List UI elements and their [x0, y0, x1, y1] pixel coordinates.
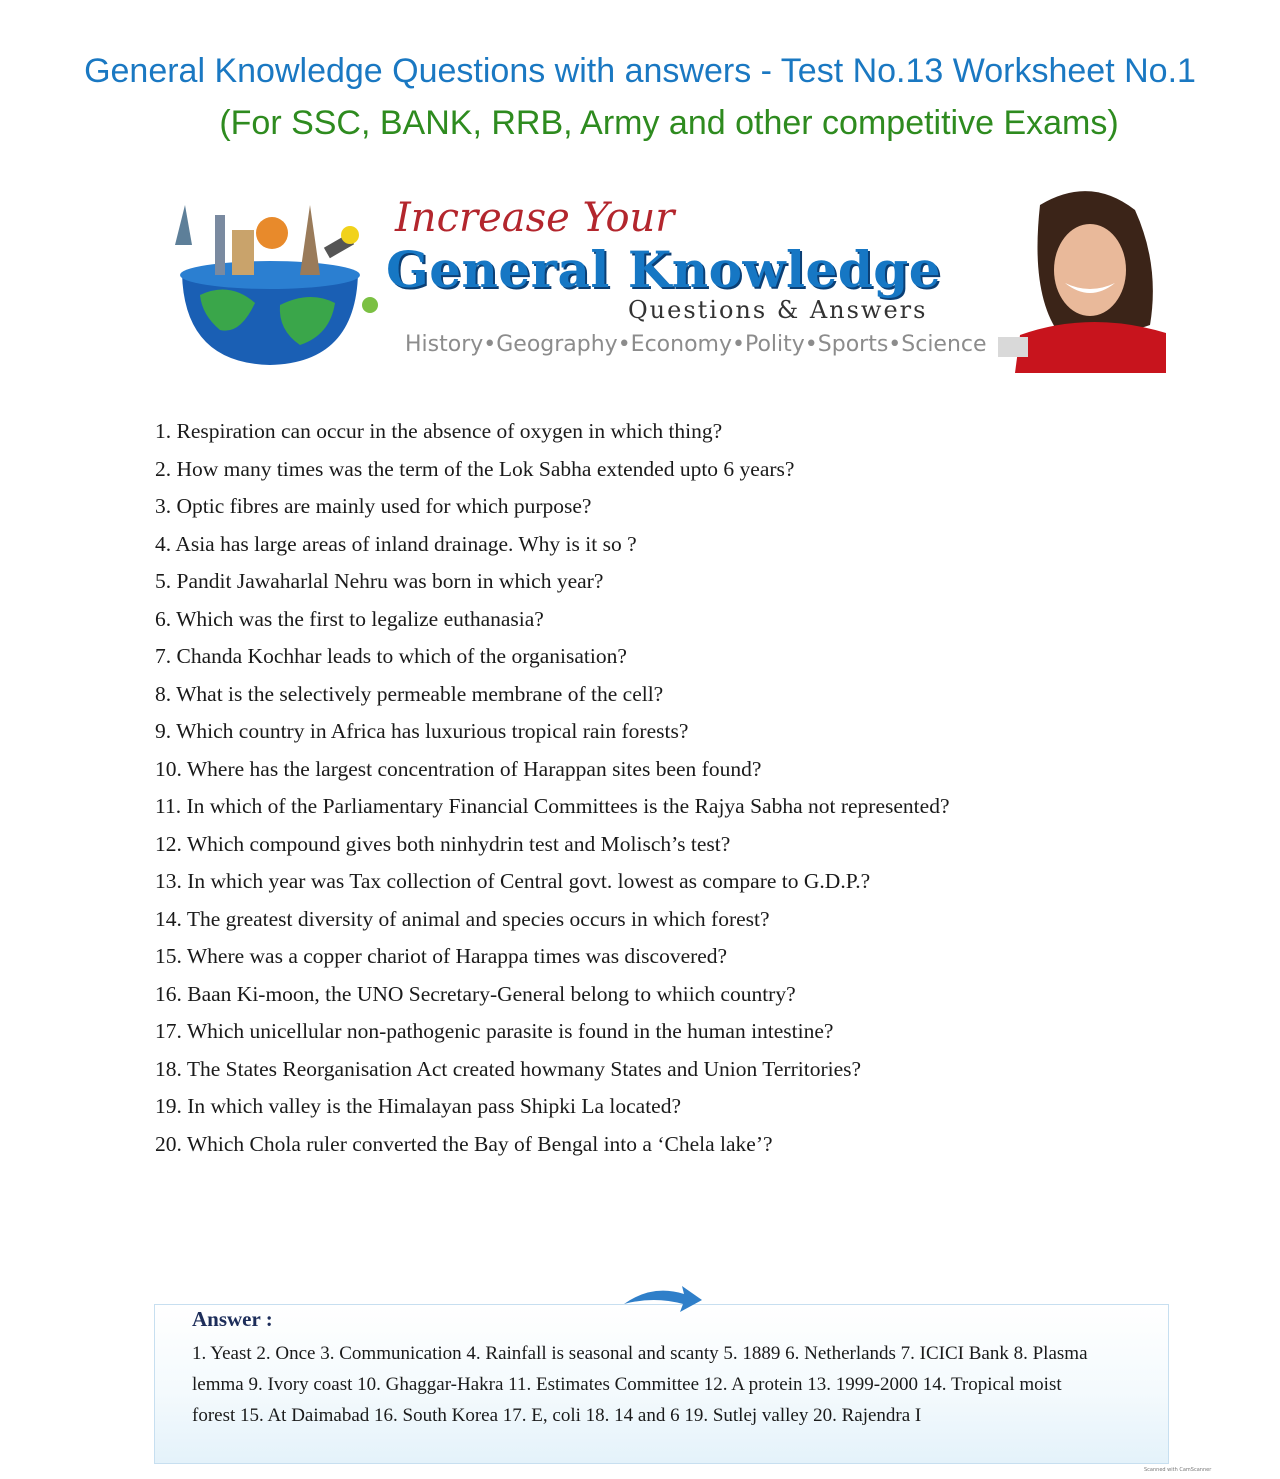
woman-portrait-icon: [998, 185, 1168, 373]
answer-line: forest 15. At Daimabad 16. South Korea 17. E, coli 18. 14 and 6 19. Sutlej valley 20. Rajendra I: [192, 1405, 922, 1426]
scanner-watermark: Scanned with CamScanner: [1144, 1467, 1212, 1473]
answer-line: 1. Yeast 2. Once 3. Communication 4. Rainfall is seasonal and scanty 5. 1889 6. Netherlands 7. ICICI Bank 8. Plasma: [192, 1343, 1088, 1364]
question-item: 19. In which valley is the Himalayan pass Shipki La located?: [155, 1094, 682, 1118]
question-item: 3. Optic fibres are mainly used for which purpose?: [155, 494, 592, 518]
banner-kicker: Increase Your: [395, 195, 675, 241]
question-item: 18. The States Reorganisation Act created howmany States and Union Territories?: [155, 1056, 862, 1081]
page-subtitle: (For SSC, BANK, RRB, Army and other competitive Exams): [219, 104, 1119, 142]
question-item: 9. Which country in Africa has luxurious tropical rain forests?: [155, 719, 689, 743]
question-item: 4. Asia has large areas of inland drainage. Why is it so ?: [155, 531, 637, 556]
question-item: 14. The greatest diversity of animal and species occurs in which forest?: [155, 906, 770, 931]
question-item: 7. Chanda Kochhar leads to which of the organisation?: [155, 644, 627, 668]
question-item: 8. What is the selectively permeable membrane of the cell?: [155, 681, 664, 706]
question-item: 20. Which Chola ruler converted the Bay of Bengal into a ‘Chela lake’?: [155, 1131, 773, 1156]
question-item: 16. Baan Ki-moon, the UNO Secretary-General belong to whiich country?: [155, 981, 796, 1006]
question-item: 13. In which year was Tax collection of Central govt. lowest as compare to G.D.P.?: [155, 869, 871, 893]
answer-text: [192, 1338, 1142, 1431]
question-item: 12. Which compound gives both ninhydrin test and Molisch’s test?: [155, 831, 731, 856]
banner-topics: History•Geography•Economy•Polity•Sports•Science: [405, 332, 987, 357]
question-item: 11. In which of the Parliamentary Financial Committees is the Rajya Sabha not represented?: [155, 794, 950, 818]
question-item: 5. Pandit Jawaharlal Nehru was born in which year?: [155, 569, 604, 593]
answer-heading: Answer :: [192, 1307, 273, 1331]
question-item: 6. Which was the first to legalize euthanasia?: [155, 606, 544, 631]
curved-arrow-icon: [622, 1282, 704, 1322]
banner-heading: General Knowledge: [386, 240, 942, 299]
question-item: 10. Where has the largest concentration of Harappan sites been found?: [155, 756, 762, 781]
question-item: 1. Respiration can occur in the absence of oxygen in which thing?: [155, 419, 723, 443]
globe-bowl-icon: [175, 205, 378, 365]
question-item: 17. Which unicellular non-pathogenic parasite is found in the human intestine?: [155, 1019, 834, 1043]
question-item: 2. How many times was the term of the Lok Sabha extended upto 6 years?: [155, 456, 795, 481]
answer-line: lemma 9. Ivory coast 10. Ghaggar-Hakra 11. Estimates Committee 12. A protein 13. 1999-2000 14. Tropical moist: [192, 1374, 1062, 1395]
question-list: [155, 413, 949, 1163]
page-title: General Knowledge Questions with answers - Test No.13 Worksheet No.1: [84, 52, 1196, 90]
question-item: 15. Where was a copper chariot of Harappa times was discovered?: [155, 944, 728, 968]
banner-subheading: Questions & Answers: [628, 296, 928, 324]
